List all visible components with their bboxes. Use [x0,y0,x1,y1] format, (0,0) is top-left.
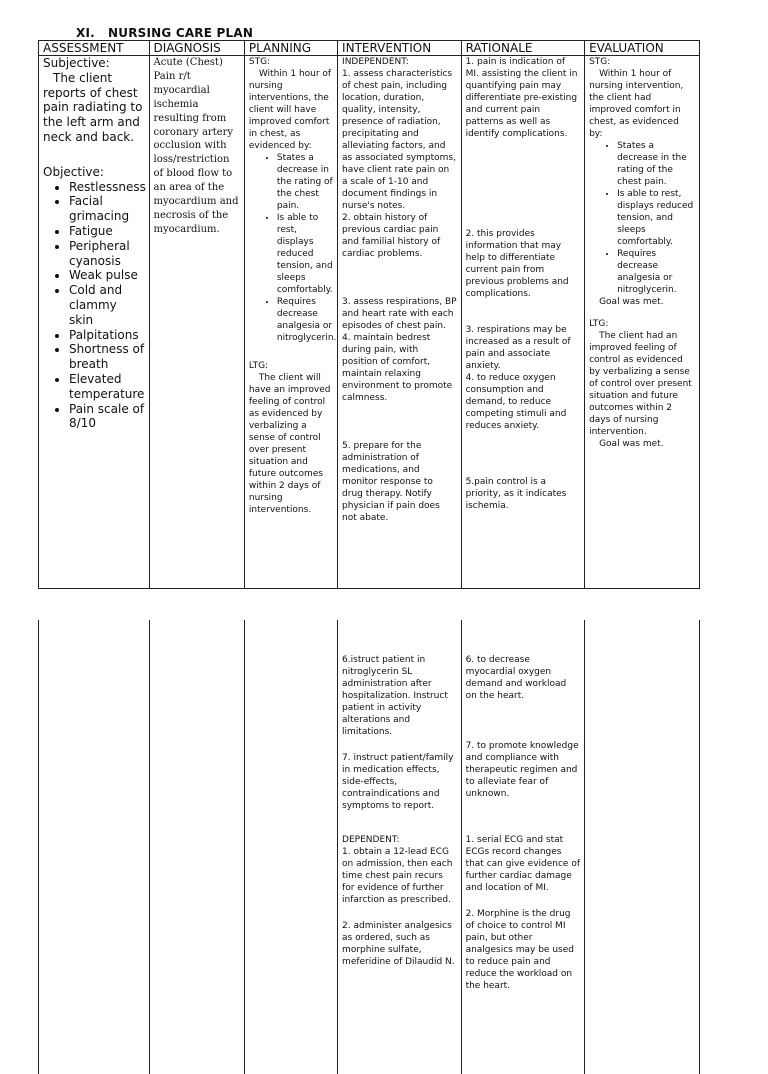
objective-item: • Shortness of breath [69,342,145,372]
objective-item: • Palpitations [69,328,145,343]
evaluation-stg-item: • Requires decrease analgesia or nitroglycerin. [617,248,695,296]
evaluation-ltg-goal: Goal was met. [599,439,664,449]
rationale-block: 3. respirations may be increased as a result of pain and associate anxiety. 4. to reduce oxygen consumption and demand, to reduce competing stimuli and reduces anxiety. [465,325,571,431]
care-plan-table [38,40,700,589]
intervention-cell [338,56,462,589]
subjective-text: The client reports of chest pain radiating to the left arm and neck and back. [43,70,143,144]
rationale-block: 6. to decrease myocardial oxygen demand and workload on the heart. [465,655,567,701]
rationale-block: 5.pain control is a priority, as it indicates ischemia. [465,477,567,511]
subjective-label: Subjective: [43,56,110,70]
intervention-block: DEPENDENT: 1. obtain a 12-lead ECG on admission, then each time chest pain recurs for evidence of further infarction as prescribed. [342,835,453,905]
header-intervention: INTERVENTION [338,41,462,56]
objective-item: • Facial grimacing [69,194,145,224]
objective-list [43,180,145,432]
intervention-block: 6.istruct patient in nitroglycerin SL administration after hospitalization. Instruct patient in activity alterations and limitations. [342,655,448,737]
content-row [39,56,700,589]
assessment-cell [39,56,150,589]
rationale-block: 7. to promote knowledge and compliance with therapeutic regimen and to alleviate fear of unknown. [465,741,579,799]
rationale-cell [461,56,585,589]
header-planning: PLANNING [244,41,337,56]
intervention-block: 3. assess respirations, BP and heart rate with each episodes of chest pain. 4. maintain bedrest during pain, with position of comfort, maintain relaxing environment to promote calmness. [342,297,457,403]
header-row [39,41,700,56]
care-plan-table-continued [38,620,700,1074]
objective-item: • Cold and clammy skin [69,283,145,327]
intervention-cell-continued [338,620,462,1074]
evaluation-cell [585,56,700,589]
planning-stg-item: • Requires decrease analgesia or nitroglycerin. [277,296,333,344]
objective-item: • Restlessness [69,180,145,195]
objective-item: • Peripheral cyanosis [69,239,145,269]
planning-ltg-label: LTG: [248,361,269,371]
evaluation-stg-text: Within 1 hour of nursing intervention, the client had improved comfort in chest, as evidenced by: [589,69,684,139]
intervention-block: INDEPENDENT: 1. assess characteristics of chest pain, including location, duration, quality, intensity, presence of radiation, precipitating and alleviating factors, and as associated symptoms, have client rate pain on a scale of 1-10 and document findings in nurse's notes. 2. obtain history of previous cardiac pain and familial history of cardiac problems. [342,57,456,259]
assessment-cell-continued [39,620,150,1074]
objective-item: • Elevated temperature [69,372,145,402]
evaluation-stg-goal: Goal was met. [599,297,664,307]
planning-stg-item: • Is able to rest, displays reduced tension, and sleeps comfortably. [277,212,333,296]
evaluation-stg-label: STG: [589,57,611,67]
objective-label: Objective: [43,164,104,179]
objective-item: • Pain scale of 8/10 [69,402,145,432]
evaluation-ltg-label: LTG: [589,319,609,329]
evaluation-stg-list [589,140,695,296]
rationale-block: 2. Morphine is the drug of choice to control MI pain, but other analgesics may be used to reduce pain and reduce the workload on the heart. [465,909,574,991]
planning-stg-text: Within 1 hour of nursing interventions, the client will have improved comfort in chest, as evidenced by: [248,69,332,151]
diagnosis-cell [149,56,244,589]
page-title: XI. NURSING CARE PLAN [76,26,254,40]
evaluation-ltg-text: The client had an improved feeling of control as evidenced by verbalizing a sense of control over present situation and future outcomes within 2 days of nursing intervention. [589,331,692,437]
planning-ltg-text: The client will have an improved feeling of control as evidenced by verbalizing a sense of control over present situation and future outcomes within 2 days of nursing interventions. [248,373,331,515]
planning-stg-label: STG: [248,57,271,67]
planning-stg-list [249,152,337,344]
rationale-block: 1. serial ECG and stat ECGs record changes that can give evidence of further cardiac damage and location of MI. [465,835,581,893]
diagnosis-cell-continued [149,620,244,1074]
evaluation-stg-item: • States a decrease in the rating of the chest pain. [617,140,695,188]
objective-item: • Weak pulse [69,268,145,283]
header-diagnosis: DIAGNOSIS [149,41,244,56]
planning-cell [244,56,337,589]
content-row-continued [39,620,700,1074]
header-rationale: RATIONALE [461,41,585,56]
diagnosis-text: Acute (Chest) Pain r/t myocardial ischemia resulting from coronary artery occlusion with loss/restriction of blood flow to an area of the myocardium and necrosis of the myocardium. [153,57,239,235]
evaluation-cell-continued [585,620,700,1074]
rationale-cell-continued [461,620,585,1074]
planning-cell-continued [244,620,337,1074]
rationale-block: 2. this provides information that may help to differentiate current pain from previous problems and complications. [465,229,569,299]
intervention-block: 7. instruct patient/family in medication effects, side-effects, contraindications and symptoms to report. [342,753,454,811]
evaluation-stg-item: • Is able to rest, displays reduced tension, and sleeps comfortably. [617,188,695,248]
header-assessment: ASSESSMENT [39,41,150,56]
planning-stg-item: • States a decrease in the rating of the chest pain. [277,152,333,212]
objective-item: • Fatigue [69,224,145,239]
intervention-block: 2. administer analgesics as ordered, such as morphine sulfate, meferidine of Dilaudid N. [342,921,455,967]
header-evaluation: EVALUATION [585,41,700,56]
intervention-block: 5. prepare for the administration of medications, and monitor response to drug therapy. Notify physician if pain does not abate. [342,441,440,523]
rationale-block: 1. pain is indication of MI. assisting the client in quantifying pain may differentiate pre-existing and current pain patterns as well as identify complications. [465,57,578,139]
